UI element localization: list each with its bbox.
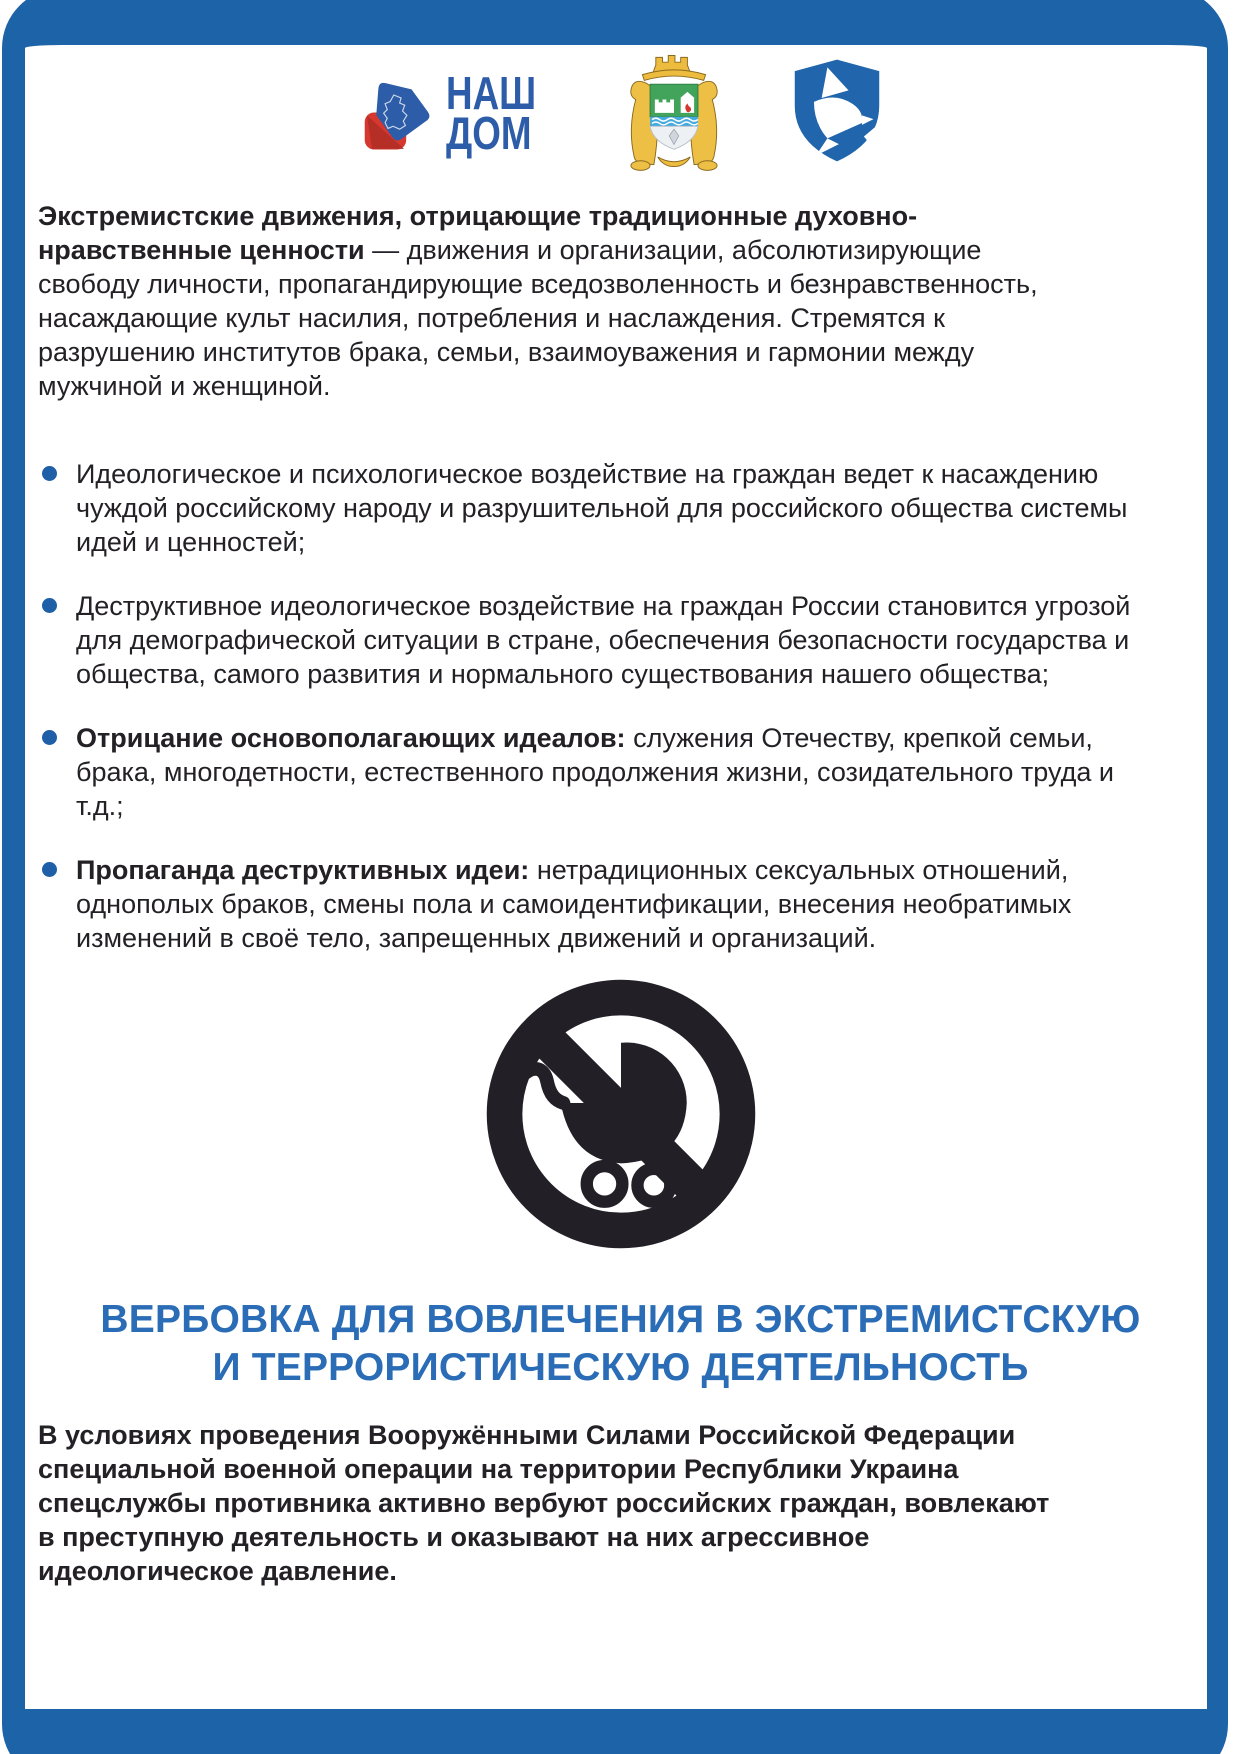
poster-content <box>38 45 1203 1588</box>
bullet-4-body: нетрадиционных сексуальных отношений, однополых браков, смены пола и самоидентификации, внесения необратимых изменений в своё тело, запрещенных движений и организаций. <box>76 855 1072 953</box>
nash-dom-word2: ДОМ <box>446 107 532 159</box>
bullet-4-lead: Пропаганда деструктивных идеи: <box>76 855 530 885</box>
list-item <box>42 853 1203 955</box>
nash-dom-word1: НАШ <box>446 67 537 119</box>
bullet-text-3 <box>76 721 1146 823</box>
intro-body-text: — движения и организации, абсолютизирующие свободу личности, пропагандирующие вседозволенность и безнравственность, насаждающие культ насилия, потребления и наслаждения. Стремятся к разрушению институтов брака, семьи, взаимоуважения и гармонии между мужчиной и женщиной. <box>38 235 1038 401</box>
bullet-dot-icon <box>42 466 57 481</box>
bullet-1-body: Идеологическое и психологическое воздействие на граждан ведет к насаждению чуждой российскому народу и разрушительной для российского общества системы идей и ценностей; <box>76 459 1128 557</box>
section-heading <box>38 1296 1203 1392</box>
shield-dove-icon <box>789 55 885 172</box>
bullet-list <box>38 457 1203 955</box>
intro-lead-bold: Экстремистские движения, отрицающие традиционные духовно-нравственные ценности <box>38 201 918 265</box>
list-item <box>42 457 1203 559</box>
bullet-3-lead: Отрицание основополагающих идеалов: <box>76 723 626 753</box>
bullet-text-1 <box>76 457 1146 559</box>
bullet-dot-icon <box>42 862 57 877</box>
city-coat-of-arms-icon <box>611 44 737 183</box>
bullet-dot-icon <box>42 598 57 613</box>
bullet-2-body: Деструктивное идеологическое воздействие на граждан России становится угрозой для демографической ситуации в стране, обеспечения безопасности государства и общества, самого развития и нормального существования нашего общества; <box>76 591 1131 689</box>
nash-dom-wordmark <box>446 67 537 159</box>
heading-line-2: И ТЕРРОРИСТИЧЕСКУЮ ДЕЯТЕЛЬНОСТЬ <box>212 1346 1029 1389</box>
heading-line-1: ВЕРБОВКА ДЛЯ ВОВЛЕЧЕНИЯ В ЭКСТРЕМИСТСКУЮ <box>100 1298 1141 1341</box>
bullet-text-4 <box>76 853 1146 955</box>
bullet-3-body: служения Отечеству, крепкой семьи, брака, многодетности, естественного продолжения жизни, созидательного труда и т.д.; <box>76 723 1114 821</box>
nash-dom-logo <box>356 65 559 162</box>
bullet-text-2 <box>76 589 1146 691</box>
no-baby-stroller-icon <box>484 977 758 1251</box>
logos-row <box>38 45 1203 181</box>
list-item <box>42 589 1203 691</box>
nash-dom-house-icon <box>356 65 436 162</box>
no-stroller-sign <box>38 977 1203 1256</box>
outro-paragraph: В условиях проведения Вооружёнными Силами Российской Федерации специальной военной операции на территории Республики Украина спецслужбы противника активно вербуют российских граждан, вовлекают в преступную деятельность и оказывают на них агрессивное идеологическое давление. <box>38 1420 1050 1586</box>
list-item <box>42 721 1203 823</box>
bullet-dot-icon <box>42 730 57 745</box>
intro-paragraph <box>38 199 1043 403</box>
